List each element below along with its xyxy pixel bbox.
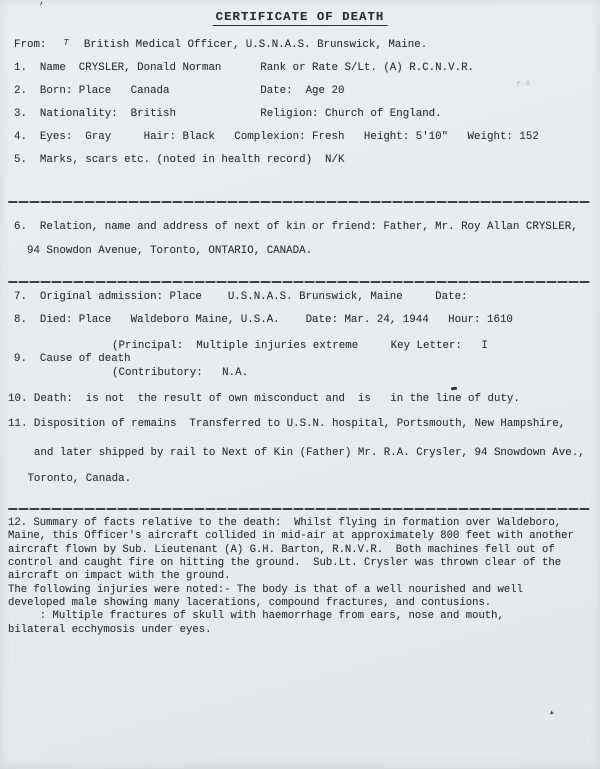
pencil-scribble: f-a [515,78,532,91]
summary-of-facts [8,517,574,637]
line-item-9-cause-label: 9. Cause of death [14,353,131,365]
line-item-11-shipped: and later shipped by rail to Next of Kin (Father) Mr. R.A. Crysler, 94 Snowdown Ave., [8,447,585,459]
line-item-1-name-rank: 1. Name CRYSLER, Donald Norman Rank or Rate S/Lt. (A) R.C.N.V.R. [14,62,475,74]
summary-line: : Multiple fractures of skull with haemorrhage from ears, nose and mouth, [8,610,504,623]
ink-smudge [451,387,457,391]
line-item-3-nationality: 3. Nationality: British Religion: Church of England. [14,108,442,120]
summary-line: The following injuries were noted:- The body is that of a well nourished and well [8,583,523,596]
line-item-4-description: 4. Eyes: Gray Hair: Black Complexion: Fresh Height: 5'10" Weight: 152 [14,131,539,143]
summary-line: control and caught fire on hitting the ground. Sub.Lt. Crysler was thrown clear of the [8,557,562,570]
handwritten-initial-mark: T [63,38,69,48]
document-title: CERTIFICATE OF DEATH [213,10,388,26]
line-item-11-city: Toronto, Canada. [8,473,132,485]
summary-line: aircraft on impact with the ground. [8,570,231,583]
summary-line: 12. Summary of facts relative to the death: Whilst flying in formation over Waldeboro, [8,517,562,529]
ink-tick-mark: ➤ [545,706,557,718]
line-item-9-contributory: (Contributory: N.A. [112,367,249,379]
summary-line: bilateral ecchymosis under eyes. [8,623,212,636]
line-item-9-principal: (Principal: Multiple injuries extreme Key Letter: I [112,340,488,352]
line-item-5-marks-scars: 5. Marks, scars etc. (noted in health record) N/K [14,154,345,166]
line-item-7-admission: 7. Original admission: Place U.S.N.A.S. Brunswick, Maine Date: [14,291,468,303]
line-item-11-disposition: 11. Disposition of remains Transferred to U.S.N. hospital, Portsmouth, New Hampshire, [8,418,566,430]
divider [8,508,590,510]
divider [8,201,590,203]
line-item-8-died: 8. Died: Place Waldeboro Maine, U.S.A. Date: Mar. 24, 1944 Hour: 1610 [14,314,513,326]
stray-ink-speck: ’ [38,2,45,14]
summary-line: developed male showing many lacerations, compound fractures, and contusions. [8,597,492,610]
summary-line: Maine, this Officer's aircraft collided in mid-air at approximately 800 feet with another [8,530,574,543]
summary-line: aircraft flown by Sub. Lieutenant (A) G.H. Barton, R.N.V.R. Both machines fell out of [8,543,555,556]
from-line [14,39,427,51]
from-label: From: [14,39,47,51]
line-item-6-next-of-kin: 6. Relation, name and address of next of kin or friend: Father, Mr. Roy Allan CRYSLER, [14,221,578,233]
from-value: British Medical Officer, U.S.N.A.S. Brunswick, Maine. [83,39,428,51]
line-item-10-misconduct: 10. Death: is not the result of own misconduct and is in the line of duty. [8,393,520,405]
line-item-6-address: 94 Snowdon Avenue, Toronto, ONTARIO, CANADA. [14,245,313,257]
line-item-2-born-date: 2. Born: Place Canada Date: Age 20 [14,85,345,97]
divider [8,281,590,283]
